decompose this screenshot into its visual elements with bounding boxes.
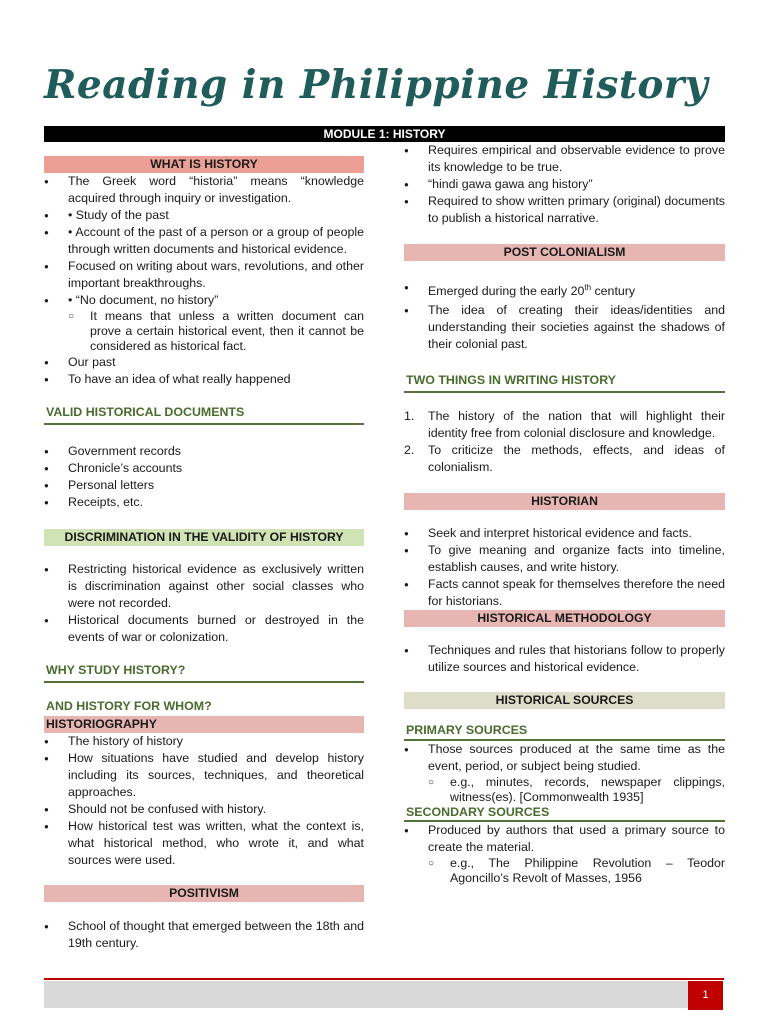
list-item: ● Receipts, etc. <box>44 494 364 511</box>
historiography-list <box>44 733 364 869</box>
list-item <box>404 279 725 300</box>
list-item: ● How historical test was written, what the context is, what historical method, who wrote it, and what sources were used. <box>44 818 364 869</box>
positivism-heading: POSITIVISM <box>44 885 364 902</box>
historical-sources-heading: HISTORICAL SOURCES <box>404 692 725 709</box>
secondary-sources-heading: SECONDARY SOURCES <box>404 805 725 822</box>
page-number: 1 <box>688 981 723 1010</box>
list-item: ● The history of history <box>44 733 364 750</box>
module-heading: MODULE 1: HISTORY <box>44 126 725 142</box>
positivism-list <box>44 918 364 952</box>
footer-bar <box>44 981 688 1008</box>
list-item: ● Personal letters <box>44 477 364 494</box>
secondary-sources-list <box>404 822 725 886</box>
valid-docs-list <box>44 443 364 511</box>
left-column <box>44 142 364 952</box>
list-number: 1. <box>404 409 415 424</box>
list-item: ● Focused on writing about wars, revolutions, and other important breakthroughs. <box>44 258 364 292</box>
two-things-heading: TWO THINGS IN WRITING HISTORY <box>404 373 725 393</box>
superscript: th <box>584 283 592 292</box>
methodology-list <box>404 642 725 676</box>
list-item: ● Government records <box>44 443 364 460</box>
footer-rule <box>44 978 724 980</box>
list-item-text: century <box>591 284 636 299</box>
list-item: ● Our past <box>44 354 364 371</box>
for-whom-heading: AND HISTORY FOR WHOM? <box>46 699 212 713</box>
list-item-text: The history of the nation that will highlight their identity free from colonial disclosure and knowledge. <box>428 409 725 441</box>
list-item: ● Seek and interpret historical evidence and facts. <box>404 525 725 542</box>
list-item: ● Chronicle’s accounts <box>44 460 364 477</box>
list-item <box>404 822 725 886</box>
list-item: ● “hindi gawa gawa ang history” <box>404 176 725 193</box>
list-item: ● Required to show written primary (original) documents to publish a historical narrative. <box>404 193 725 227</box>
post-colonialism-list <box>404 279 725 353</box>
list-item-text: Produced by authors that used a primary source to create the material. <box>428 823 725 855</box>
list-item: ● • Study of the past <box>44 207 364 224</box>
sub-list <box>68 309 364 354</box>
list-item: ● To give meaning and organize facts into timeline, establish causes, and write history. <box>404 542 725 576</box>
list-item: ● To have an idea of what really happened <box>44 371 364 388</box>
list-item: ● Requires empirical and observable evidence to prove its knowledge to be true. <box>404 142 725 176</box>
valid-docs-heading: VALID HISTORICAL DOCUMENTS <box>44 405 364 425</box>
list-item: ● Facts cannot speak for themselves therefore the need for historians. <box>404 576 725 610</box>
sub-list-item: ○ e.g., minutes, records, newspaper clippings, witness(es). [Commonwealth 1935] <box>428 775 725 805</box>
positivism-continued-list <box>404 142 725 227</box>
primary-sources-heading: PRIMARY SOURCES <box>404 723 725 741</box>
list-item-text: Those sources produced at the same time as the event, period, or subject being studied. <box>428 742 725 774</box>
list-item <box>404 741 725 805</box>
list-item: ● • Account of the past of a person or a group of people through written documents and historical evidence. <box>44 224 364 258</box>
list-item: ● How situations have studied and develop history including its sources, techniques, and theoretical approaches. <box>44 750 364 801</box>
primary-sources-list <box>404 741 725 805</box>
list-item <box>404 442 725 476</box>
historian-heading: HISTORIAN <box>404 493 725 510</box>
list-item-text: • “No document, no history” <box>68 293 219 307</box>
sub-list <box>428 856 725 886</box>
why-study-heading: WHY STUDY HISTORY? <box>44 663 364 683</box>
sub-list-item: ○ e.g., The Philippine Revolution – Teodor Agoncillo’s Revolt of Masses, 1956 <box>428 856 725 886</box>
list-item: ● School of thought that emerged between the 18th and 19th century. <box>44 918 364 952</box>
list-item-text: Emerged during the early 20 <box>428 284 585 299</box>
list-item: ● The idea of creating their ideas/identities and understanding their societies against the shadows of their colonial past. <box>404 302 725 353</box>
discrimination-heading: DISCRIMINATION IN THE VALIDITY OF HISTORY <box>44 529 364 546</box>
list-item: ● Historical documents burned or destroyed in the events of war or colonization. <box>44 612 364 646</box>
list-number: 2. <box>404 443 415 458</box>
list-item: ● Restricting historical evidence as exclusively written is discrimination against other social classes who were not recorded. <box>44 561 364 612</box>
sub-list-item: ○ It means that unless a written document can prove a certain historical event, then it cannot be considered as historical fact. <box>68 309 364 354</box>
two-things-list <box>404 408 725 476</box>
sub-list <box>428 775 725 805</box>
methodology-heading: HISTORICAL METHODOLOGY <box>404 610 725 627</box>
list-item: ● Techniques and rules that historians follow to properly utilize sources and historical evidence. <box>404 642 725 676</box>
historian-list <box>404 525 725 610</box>
list-item: ● The Greek word “historia” means “knowledge acquired through inquiry or investigation. <box>44 173 364 207</box>
historiography-heading: HISTORIOGRAPHY <box>44 716 364 733</box>
document-title: Reading in Philippine History <box>44 62 709 108</box>
discrimination-list <box>44 561 364 646</box>
post-colonialism-heading: POST COLONIALISM <box>404 244 725 261</box>
what-is-history-heading: WHAT IS HISTORY <box>44 156 364 173</box>
list-item <box>404 408 725 442</box>
what-is-history-list <box>44 173 364 388</box>
list-item <box>44 292 364 354</box>
right-column <box>404 142 725 886</box>
list-item: ● Should not be confused with history. <box>44 801 364 818</box>
list-item-text: To criticize the methods, effects, and ideas of colonialism. <box>428 443 725 475</box>
